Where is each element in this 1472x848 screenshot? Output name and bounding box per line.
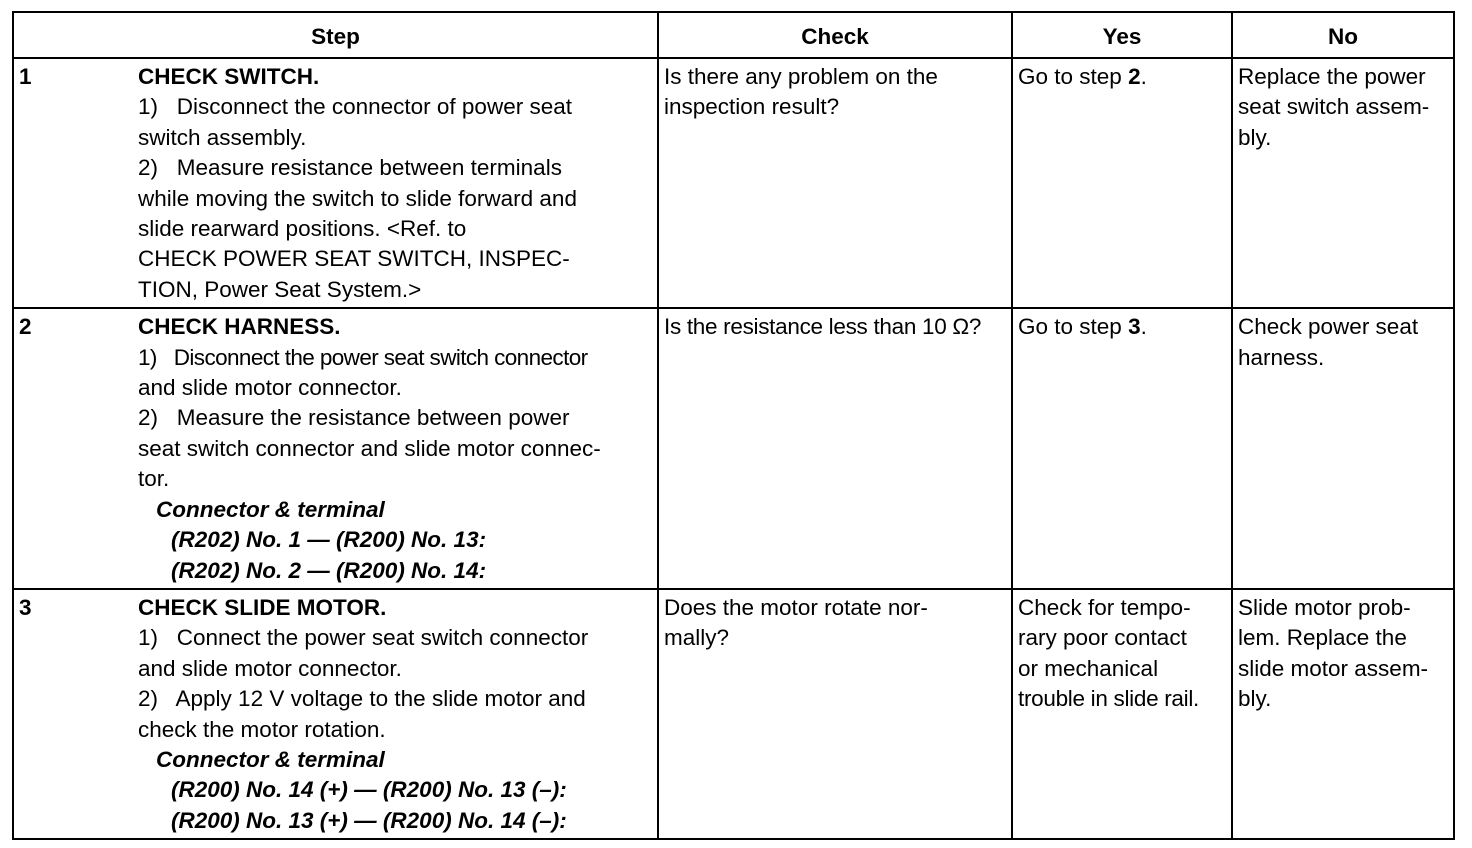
- header-row: [13, 12, 1454, 58]
- connector-terminal-line: (R202) No. 2 — (R200) No. 14:: [171, 557, 487, 583]
- yes-step-link: 2: [1128, 64, 1141, 89]
- step-line: CHECK POWER SEAT SWITCH, INSPEC-: [138, 246, 570, 272]
- step-cell: [13, 58, 658, 308]
- no-cell: [1232, 58, 1454, 308]
- header-yes: Yes: [1012, 12, 1232, 58]
- step-line: 2) Apply 12 V voltage to the slide motor and: [138, 686, 586, 712]
- yes-suffix: .: [1140, 64, 1147, 89]
- step-number: 1: [19, 64, 32, 89]
- step-cell: [13, 589, 658, 839]
- no-cell: [1232, 589, 1454, 839]
- table-row-step-1: [13, 58, 1454, 308]
- step-line: 2) Measure resistance between terminals: [138, 155, 562, 181]
- diagnostic-table: [12, 11, 1455, 840]
- no-line: Slide motor prob-: [1238, 594, 1411, 620]
- yes-line: Check for tempo-: [1018, 594, 1191, 620]
- yes-text: Go to step: [1018, 314, 1129, 340]
- step-title: CHECK HARNESS.: [138, 314, 341, 340]
- step-number: 2: [19, 314, 32, 340]
- no-line: Check power seat: [1238, 314, 1419, 340]
- step-line: slide rearward positions. <Ref. to: [138, 216, 467, 242]
- step-line: 1) Disconnect the connector of power seat: [138, 94, 572, 120]
- check-line: mally?: [664, 625, 730, 651]
- yes-line: rary poor contact: [1018, 625, 1187, 651]
- check-line: inspection result?: [664, 94, 840, 120]
- connector-terminal-heading: Connector & terminal: [156, 746, 385, 772]
- step-line: tor.: [138, 466, 170, 492]
- check-cell: [658, 589, 1012, 839]
- connector-terminal-heading: Connector & terminal: [156, 496, 385, 522]
- table-row-step-3: [13, 589, 1454, 839]
- check-cell: [658, 308, 1012, 589]
- no-line: Replace the power: [1238, 64, 1426, 89]
- yes-cell: [1012, 308, 1232, 589]
- step-line: 1) Connect the power seat switch connector: [138, 625, 589, 651]
- step-number: 3: [19, 594, 32, 620]
- yes-line: trouble in slide rail.: [1018, 686, 1199, 712]
- step-line: and slide motor connector.: [138, 655, 402, 681]
- connector-terminal-line: (R202) No. 1 — (R200) No. 13:: [171, 527, 487, 553]
- step-line: switch assembly.: [138, 124, 307, 150]
- no-line: bly.: [1238, 686, 1272, 712]
- check-line: Does the motor rotate nor-: [664, 594, 928, 620]
- step-line: TION, Power Seat System.>: [138, 276, 422, 302]
- yes-cell: [1012, 58, 1232, 308]
- header-check: Check: [658, 12, 1012, 58]
- check-line: Is the resistance less than 10 Ω?: [664, 314, 982, 340]
- yes-line: or mechanical: [1018, 655, 1159, 681]
- yes-suffix: .: [1140, 314, 1147, 340]
- yes-step-link: 3: [1128, 314, 1141, 340]
- step-line: while moving the switch to slide forward and: [138, 185, 577, 211]
- table-row-step-2: [13, 308, 1454, 589]
- no-line: bly.: [1238, 124, 1272, 150]
- connector-terminal-line: (R200) No. 13 (+) — (R200) No. 14 (–):: [171, 807, 567, 833]
- no-line: slide motor assem-: [1238, 655, 1429, 681]
- step-title: CHECK SLIDE MOTOR.: [138, 594, 387, 620]
- step-line: 2) Measure the resistance between power: [138, 405, 570, 431]
- yes-cell: [1012, 589, 1232, 839]
- check-cell: [658, 58, 1012, 308]
- step-line: seat switch connector and slide motor connec-: [138, 435, 601, 461]
- check-line: Is there any problem on the: [664, 64, 938, 89]
- header-no: No: [1232, 12, 1454, 58]
- no-cell: [1232, 308, 1454, 589]
- yes-text: Go to step: [1018, 64, 1129, 89]
- step-title: CHECK SWITCH.: [138, 64, 320, 89]
- step-line: check the motor rotation.: [138, 716, 386, 742]
- step-line: 1) Disconnect the power seat switch connector: [138, 344, 588, 370]
- step-cell: [13, 308, 658, 589]
- no-line: seat switch assem-: [1238, 94, 1430, 120]
- header-step: Step: [13, 12, 658, 58]
- connector-terminal-line: (R200) No. 14 (+) — (R200) No. 13 (–):: [171, 777, 567, 803]
- no-line: lem. Replace the: [1238, 625, 1407, 651]
- step-line: and slide motor connector.: [138, 375, 402, 401]
- no-line: harness.: [1238, 344, 1325, 370]
